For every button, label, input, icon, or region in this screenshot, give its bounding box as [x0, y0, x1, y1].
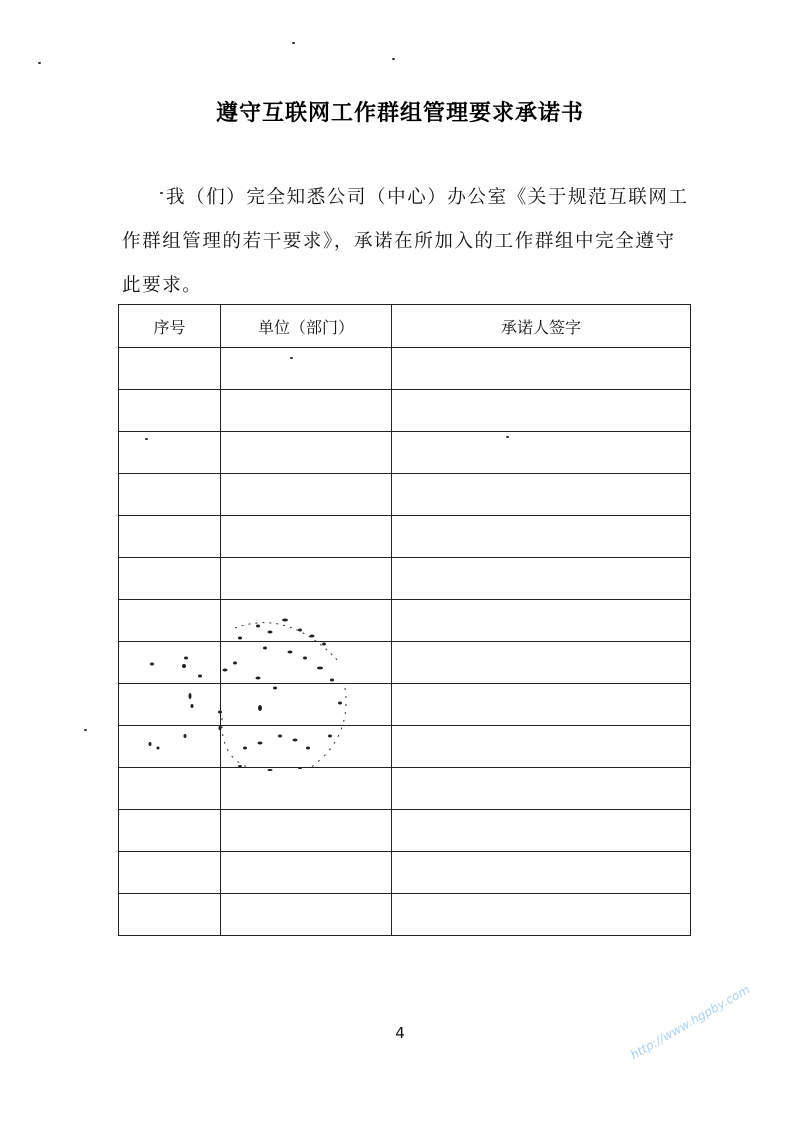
table-row	[119, 558, 691, 600]
signature-cell	[392, 684, 691, 726]
department-cell	[221, 516, 392, 558]
signature-table	[118, 304, 691, 936]
table-row	[119, 390, 691, 432]
table-header-row	[119, 305, 691, 348]
table-row	[119, 474, 691, 516]
table-row	[119, 894, 691, 936]
department-cell	[221, 768, 392, 810]
table-row	[119, 432, 691, 474]
index-cell	[119, 390, 221, 432]
department-cell	[221, 726, 392, 768]
department-cell	[221, 558, 392, 600]
page-title: 遵守互联网工作群组管理要求承诺书	[215, 101, 584, 126]
department-cell	[221, 474, 392, 516]
signature-cell	[392, 852, 691, 894]
department-cell	[221, 600, 392, 642]
commitment-paragraph: 我（们）完全知悉公司（中心）办公室《关于规范互联网工作群组管理的若干要求》，承诺在所加入的工作群组中完全遵守此要求。	[122, 187, 689, 296]
department-cell	[221, 810, 392, 852]
column-header-signature: 承诺人签字	[392, 305, 691, 348]
signature-cell	[392, 348, 691, 390]
index-cell	[119, 432, 221, 474]
signature-cell	[392, 642, 691, 684]
scan-speck	[84, 729, 87, 731]
table-row	[119, 810, 691, 852]
signature-cell	[392, 600, 691, 642]
index-cell	[119, 516, 221, 558]
signature-cell	[392, 474, 691, 516]
signature-cell	[392, 810, 691, 852]
index-cell	[119, 852, 221, 894]
table-row	[119, 348, 691, 390]
signature-cell	[392, 558, 691, 600]
department-cell	[221, 684, 392, 726]
index-cell	[119, 474, 221, 516]
column-header-department: 单位（部门）	[221, 305, 392, 348]
table-row	[119, 600, 691, 642]
signature-cell	[392, 894, 691, 936]
index-cell	[119, 348, 221, 390]
index-cell	[119, 558, 221, 600]
index-cell	[119, 768, 221, 810]
index-cell	[119, 894, 221, 936]
department-cell	[221, 852, 392, 894]
index-cell	[119, 726, 221, 768]
table-row	[119, 768, 691, 810]
department-cell	[221, 348, 392, 390]
index-cell	[119, 642, 221, 684]
column-header-index: 序号	[119, 305, 221, 348]
department-cell	[221, 432, 392, 474]
index-cell	[119, 600, 221, 642]
page-number: 4	[395, 1024, 405, 1042]
watermark: http://www.hgpby.com	[628, 982, 753, 1063]
signature-cell	[392, 768, 691, 810]
table-row	[119, 516, 691, 558]
table-row	[119, 726, 691, 768]
table-row	[119, 642, 691, 684]
table-row	[119, 852, 691, 894]
scan-speck	[392, 58, 395, 60]
table-row	[119, 684, 691, 726]
signature-cell	[392, 390, 691, 432]
scan-speck	[38, 62, 41, 64]
table-body	[119, 348, 691, 936]
signature-cell	[392, 516, 691, 558]
department-cell	[221, 390, 392, 432]
department-cell	[221, 894, 392, 936]
signature-cell	[392, 432, 691, 474]
department-cell	[221, 642, 392, 684]
scan-speck	[292, 42, 295, 44]
index-cell	[119, 684, 221, 726]
index-cell	[119, 810, 221, 852]
signature-cell	[392, 726, 691, 768]
